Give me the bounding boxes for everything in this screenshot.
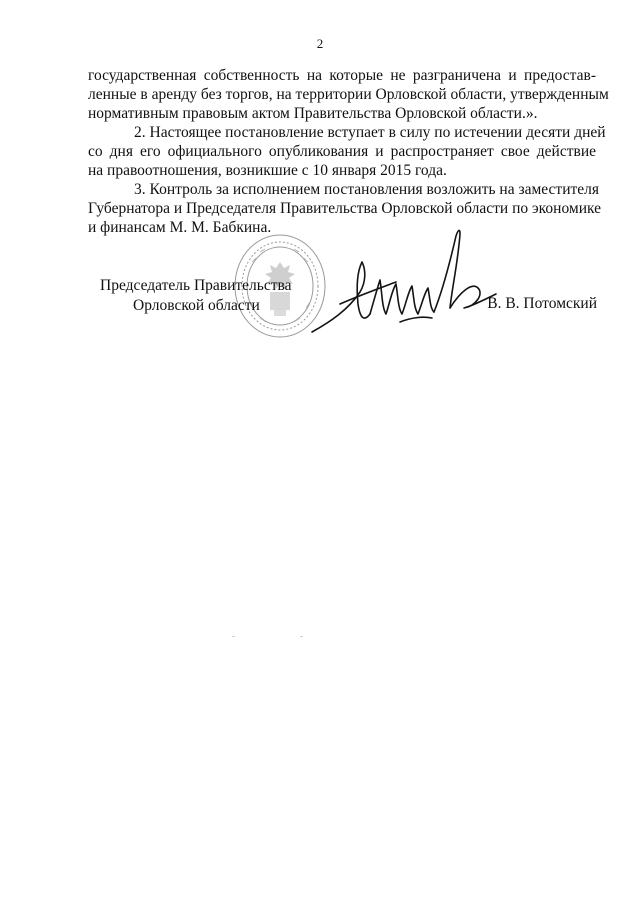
signatory-title-line-2: Орловской области (133, 297, 260, 314)
text-line: и финансам М. М. Бабкина. (88, 219, 272, 236)
page-number: 2 (316, 36, 324, 51)
text-line: государственная собственность на которые не разграничена и предостав- (88, 67, 596, 84)
handwritten-signature-icon (300, 222, 500, 352)
paragraph-2 (88, 123, 606, 180)
text-line: 3. Контроль за исполнением постановления возложить на заместителя (134, 181, 600, 198)
text-line: нормативным правовым актом Правительства Орловской области.». (88, 105, 538, 122)
scan-speck (232, 636, 235, 637)
signatory-title-line-1: Председатель Правительства (100, 277, 292, 294)
text-line: ленные в аренду без торгов, на территории Орловской области, утвержденным (88, 86, 609, 103)
text-line: со дня его официального опубликования и распространяет свое действие (88, 143, 596, 160)
signatory-title (100, 276, 292, 316)
text-line: Губернатора и Председателя Правительства Орловской области по экономике (88, 200, 602, 217)
paragraph-1 (88, 66, 609, 123)
text-line: на правоотношения, возникшие с 10 января 2015 года. (88, 162, 447, 179)
signatory-name: В. В. Потомский (487, 295, 597, 312)
scan-speck (300, 636, 303, 637)
document-body (88, 66, 609, 237)
text-line: 2. Настоящее постановление вступает в силу по истечении десяти дней (134, 124, 606, 141)
